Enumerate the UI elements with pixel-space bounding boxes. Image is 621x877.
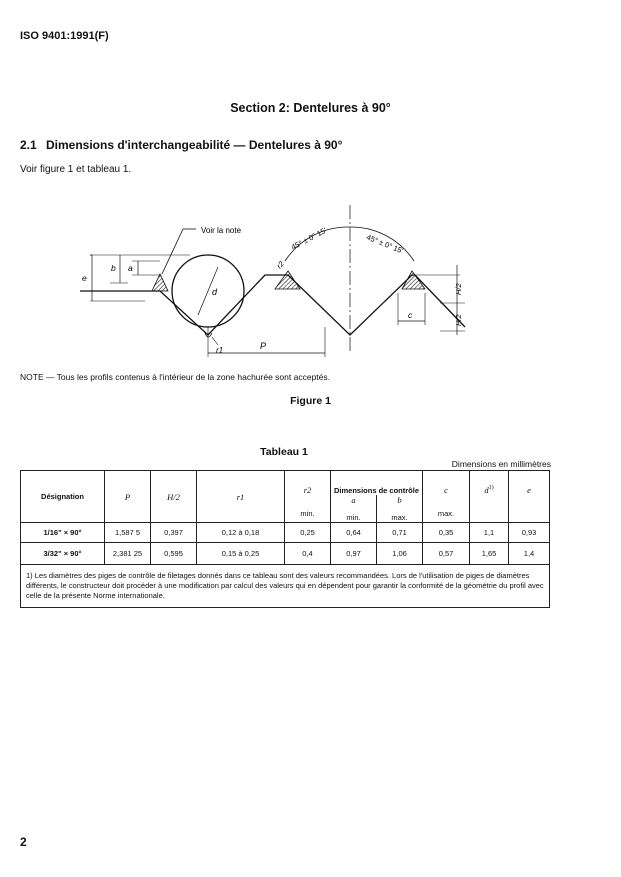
header-d-footnote-ref: 1) bbox=[488, 484, 494, 491]
table-row bbox=[21, 543, 550, 565]
page-number: 2 bbox=[20, 835, 27, 849]
label-H2-upper: H/2 bbox=[454, 283, 463, 295]
figure-note: NOTE — Tous les profils contenus à l'intérieur de la zone hachurée sont acceptés. bbox=[20, 372, 330, 382]
row1-b: 0,71 bbox=[377, 523, 423, 543]
header-d bbox=[470, 471, 509, 495]
label-a: a bbox=[128, 263, 133, 273]
header-control-group: Dimensions de contrôle bbox=[331, 471, 423, 495]
table-row bbox=[21, 523, 550, 543]
row1-a: 0,64 bbox=[331, 523, 377, 543]
label-P: P bbox=[260, 341, 267, 351]
row1-r1: 0,12 à 0,18 bbox=[197, 523, 285, 543]
header-r2: r2 bbox=[285, 471, 331, 495]
note-callout: Voir la note bbox=[201, 226, 242, 235]
header-d-symbol: d bbox=[484, 484, 489, 495]
row2-e: 1,4 bbox=[509, 543, 550, 565]
figure-caption: Figure 1 bbox=[290, 395, 331, 407]
row1-r2: 0,25 bbox=[285, 523, 331, 543]
label-H2-lower: H/2 bbox=[454, 314, 463, 326]
header-designation: Désignation bbox=[21, 471, 105, 523]
subsection-number: 2.1 bbox=[20, 138, 37, 152]
hatched-zone-middle bbox=[275, 271, 300, 289]
label-d: d bbox=[212, 287, 218, 297]
section-title: Section 2: Dentelures à 90° bbox=[230, 101, 391, 115]
row2-P: 2,381 25 bbox=[105, 543, 151, 565]
row2-d: 1,65 bbox=[470, 543, 509, 565]
label-r2: r2 bbox=[274, 259, 286, 271]
row1-d: 1,1 bbox=[470, 523, 509, 543]
header-c: c bbox=[423, 471, 470, 495]
subsection-title: Dimensions d'interchangeabilité — Dentelures à 90° bbox=[46, 138, 343, 152]
label-e: e bbox=[82, 273, 87, 283]
row2-a: 0,97 bbox=[331, 543, 377, 565]
header-a-cell bbox=[331, 495, 377, 523]
header-e: e bbox=[509, 471, 550, 495]
subheader-d-blank bbox=[470, 495, 509, 523]
table-footnote: 1) Les diamètres des piges de contrôle de filetages donnés dans ce tableau sont des valeurs recommandées. Lors de l'utilisation de piges de diamètres différents, le constructeur doit procéder à une modification par calcul des valeurs qui en dépendent pour garantir la conformité de la géométrie du profil avec celle de la présente Norme internationale. bbox=[21, 565, 550, 608]
row2-c: 0,57 bbox=[423, 543, 470, 565]
row1-H2: 0,397 bbox=[151, 523, 197, 543]
angle-left-label: 45° ± 0° 15' bbox=[289, 225, 329, 252]
header-b: b bbox=[397, 494, 402, 505]
row2-b: 1,06 bbox=[377, 543, 423, 565]
subheader-a: min. bbox=[346, 512, 361, 522]
row2-r2: 0,4 bbox=[285, 543, 331, 565]
header-a: a bbox=[351, 494, 356, 505]
header-H2: H/2 bbox=[151, 471, 197, 523]
subsection-heading bbox=[20, 138, 342, 152]
table-caption: Tableau 1 bbox=[260, 446, 308, 458]
subheader-b: max. bbox=[391, 512, 408, 522]
label-r1: r1 bbox=[216, 346, 224, 355]
table-1 bbox=[20, 470, 550, 608]
hatched-zone-left bbox=[152, 274, 168, 291]
figure-1-drawing bbox=[20, 195, 480, 365]
label-c: c bbox=[408, 310, 413, 320]
row1-designation: 1/16" × 90° bbox=[21, 523, 105, 543]
subheader-e-blank bbox=[509, 495, 550, 523]
subheader-c: max. bbox=[423, 495, 470, 523]
intro-text: Voir figure 1 et tableau 1. bbox=[20, 164, 132, 175]
row2-r1: 0,15 à 0,25 bbox=[197, 543, 285, 565]
row1-e: 0,93 bbox=[509, 523, 550, 543]
row2-designation: 3/32" × 90° bbox=[21, 543, 105, 565]
document-header: ISO 9401:1991(F) bbox=[20, 30, 109, 42]
table-units: Dimensions en millimètres bbox=[451, 459, 551, 469]
hatched-zone-right bbox=[402, 271, 425, 289]
header-b-cell bbox=[377, 495, 423, 523]
label-b: b bbox=[111, 263, 116, 273]
header-r1: r1 bbox=[197, 471, 285, 523]
row2-H2: 0,595 bbox=[151, 543, 197, 565]
row1-P: 1,587 5 bbox=[105, 523, 151, 543]
row1-c: 0,35 bbox=[423, 523, 470, 543]
subheader-r2: min. bbox=[285, 495, 331, 523]
angle-right-label: 45° ± 0° 15' bbox=[365, 232, 405, 256]
header-P: P bbox=[105, 471, 151, 523]
